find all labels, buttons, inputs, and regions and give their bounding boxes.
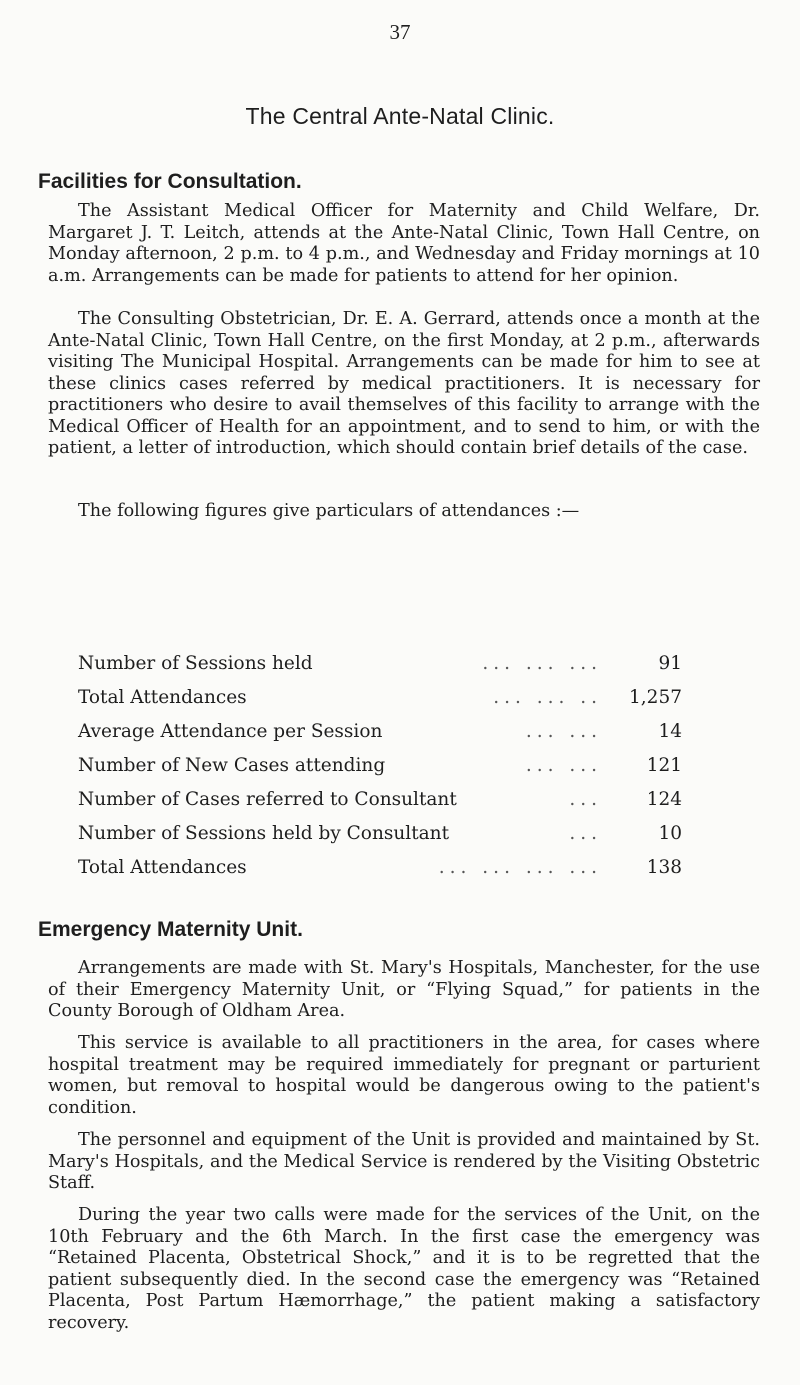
stat-value: 124 — [646, 789, 682, 810]
stat-value: 91 — [658, 653, 682, 674]
stat-row — [78, 721, 682, 755]
emergency-heading: Emergency Maternity Unit. — [38, 918, 303, 941]
emergency-paragraph-1: Arrangements are made with St. Mary's Hospitals, Manchester, for the use of their Emergency Maternity Unit, or “Flying Squad,” for patients in the County Borough of Oldham Area. — [48, 958, 760, 1021]
dot-leader: ... — [569, 823, 602, 844]
stat-value: 14 — [658, 721, 682, 742]
dot-leader: ... ... — [525, 755, 602, 776]
facilities-paragraph-2: The Consulting Obstetrician, Dr. E. A. Gerrard, attends once a month at the Ante-Natal Clinic, Town Hall Centre, on the first Monday, at 2 p.m., afterwards visiting The Municipal Hospital. Arrangements can be made for him to see at these clinics cases referred by medical practitioners. It is necessary for practitioners who desire to avail themselves of this facility to arrange with the Medical Officer of Health for an appointment, and to send to him, or with the patient, a letter of introduction, which should contain brief details of the case. — [48, 309, 760, 458]
emergency-paragraph-4: During the year two calls were made for the services of the Unit, on the 10th February and the 6th March. In the first case the emergency was “Retained Placenta, Obstetrical Shock,” and it is to be regretted that the patient subsequently died. In the second case the emergency was “Retained Placenta, Post Partum Hæmorrhage,” the patient making a satisfactory recovery. — [48, 1205, 760, 1333]
stat-label: Total Attendances — [78, 857, 247, 878]
dot-leader: ... ... ... ... — [438, 857, 602, 878]
stat-row — [78, 857, 682, 891]
dot-leader: ... ... — [525, 721, 602, 742]
stat-value: 10 — [658, 823, 682, 844]
stat-label: Number of New Cases attending — [78, 755, 386, 776]
stat-row — [78, 653, 682, 687]
stat-row — [78, 823, 682, 857]
facilities-paragraph-1: The Assistant Medical Officer for Maternity and Child Welfare, Dr. Margaret J. T. Leitch, attends at the Ante-Natal Clinic, Town Hall Centre, on Monday afternoon, 2 p.m. to 4 p.m., and Wednesday and Friday mornings at 10 a.m. Arrangements can be made for patients to attend for her opinion. — [48, 201, 760, 286]
stat-label: Number of Sessions held by Consultant — [78, 823, 450, 844]
attendance-stats-list — [78, 653, 682, 891]
stat-value: 121 — [646, 755, 682, 776]
facilities-heading: Facilities for Consultation. — [38, 170, 302, 193]
emergency-paragraph-3: The personnel and equipment of the Unit is provided and maintained by St. Mary's Hospitals, and the Medical Service is rendered by the Visiting Obstetric Staff. — [48, 1130, 760, 1193]
stat-label: Number of Sessions held — [78, 653, 313, 674]
dot-leader: ... ... ... — [482, 653, 602, 674]
stat-row — [78, 687, 682, 721]
facilities-paragraph-3: The following figures give particulars of attendances :— — [78, 501, 580, 521]
stat-row — [78, 789, 682, 823]
stat-label: Average Attendance per Session — [78, 721, 383, 742]
emergency-paragraph-2: This service is available to all practitioners in the area, for cases where hospital treatment may be required immediately for pregnant or parturient women, but removal to hospital would be dangerous owing to the patient's condition. — [48, 1033, 760, 1118]
stat-value: 1,257 — [629, 687, 682, 708]
stat-label: Number of Cases referred to Consultant — [78, 789, 457, 810]
page-title: The Central Ante-Natal Clinic. — [245, 103, 555, 129]
page-number: 37 — [389, 20, 411, 44]
stat-row — [78, 755, 682, 789]
dot-leader: ... — [569, 789, 602, 810]
stat-label: Total Attendances — [78, 687, 247, 708]
stat-value: 138 — [646, 857, 682, 878]
dot-leader: ... ... .. — [493, 687, 602, 708]
